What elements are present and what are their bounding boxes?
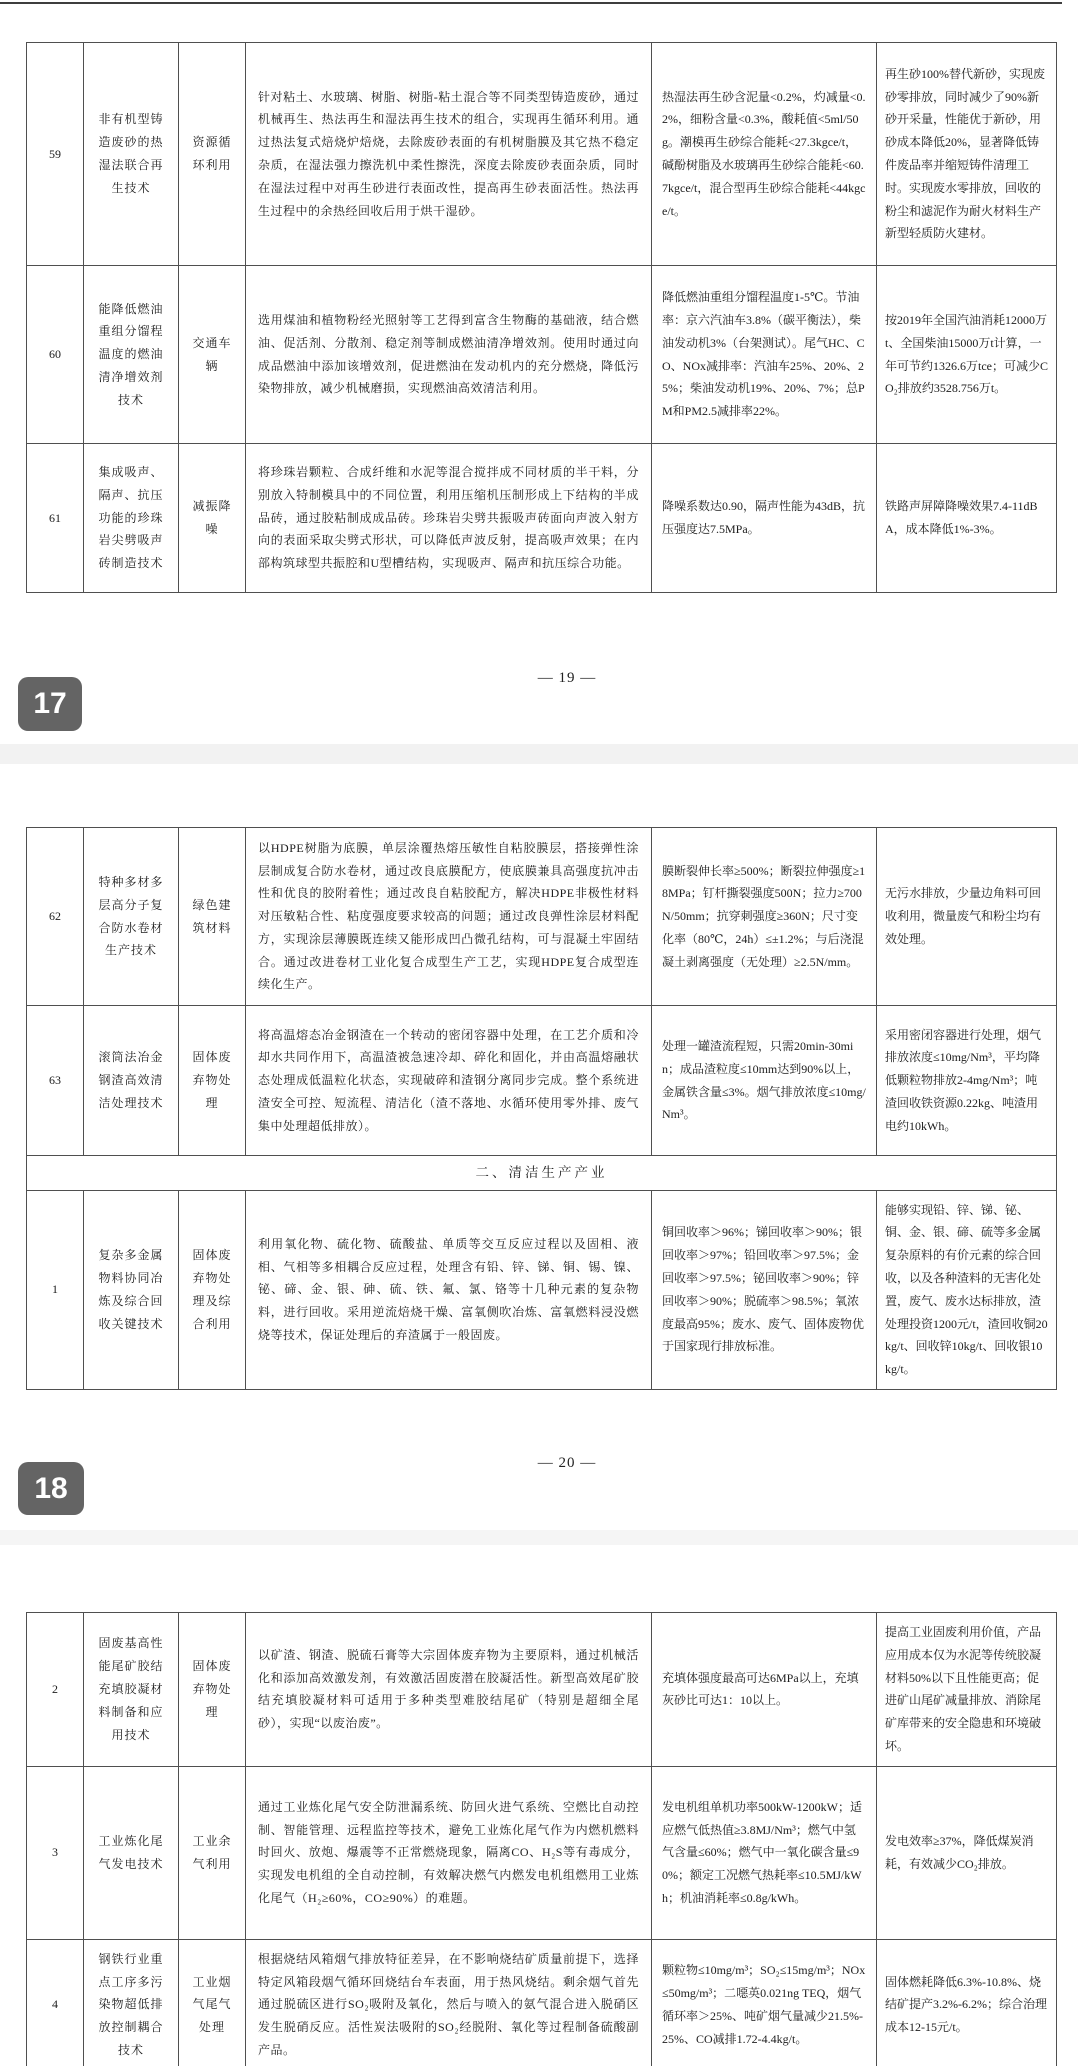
tech-name: 能降低燃油重组分馏程温度的燃油清净增效剂技术 [84, 266, 179, 444]
tech-effects: 提高工业固废利用价值，产品应用成本仅为水泥等传统胶凝材料50%以下且性能更高；促进矿山尾矿减量排放、消除尾矿库带来的安全隐患和环境破坏。 [877, 1613, 1057, 1767]
page-number-badge-17: 17 [18, 677, 82, 731]
tech-description: 以HDPE树脂为底膜，单层涂覆热熔压敏性自粘胶膜层，搭接弹性涂层制成复合防水卷材，通过改良底膜配方，使底膜兼具高强度抗冲击性和优良的胶附着性；通过改良自粘胶配方，解决HDPE非极性材料对压敏粘合性、粘度强度要求较高的问题；通过改良弹性涂层材料配方，实现涂层薄膜既连续又能形成凹凸微孔结构，可与混凝土牢固结合。通过改进卷材工业化复合成型生产工艺，实现HDPE复合成型连续化生产。 [246, 828, 652, 1006]
tech-category: 工业余气利用 [179, 1766, 246, 1939]
tech-category: 固体废弃物处理及综合利用 [179, 1190, 246, 1389]
tech-effects: 能够实现铅、锌、锑、铋、铜、金、银、碲、硫等多金属复杂原料的有价元素的综合回收，以及各种渣料的无害化处置，废气、废水达标排放，渣处理投资1200元/t，渣回收铜20kg/t、回收锌10kg/t、回收银10kg/t。 [877, 1190, 1057, 1389]
tech-category: 固体废弃物处理 [179, 1006, 246, 1156]
tech-description: 利用氧化物、硫化物、硫酸盐、单质等交互反应过程以及固相、液相、气相等多相耦合反应过程，处理含有铅、锌、锑、铜、锡、镍、铋、碲、金、银、砷、硫、铁、氟、氯、铬等十几种元素的复杂物料，进行回收。采用逆流焙烧干燥、富氧侧吹冶炼、富氧燃料浸没燃烧等技术，保证处理后的弃渣属于一般固废。 [246, 1190, 652, 1389]
tech-category: 固体废弃物处理 [179, 1613, 246, 1767]
tech-number: 60 [27, 266, 84, 444]
tech-number: 2 [27, 1613, 84, 1767]
tech-category: 绿色建筑材料 [179, 828, 246, 1006]
tech-description: 选用煤油和植物粉经光照射等工艺得到富含生物酶的基础液，结合燃油、促活剂、分散剂、稳定剂等制成燃油清净增效剂。使用时通过向成品燃油中添加该增效剂，促进燃油在发动机内的充分燃烧，降低污染物排放，减少机械磨损，实现燃油高效清洁利用。 [246, 266, 652, 444]
table-row [27, 43, 1057, 266]
table-row [27, 1006, 1057, 1156]
tech-effects: 发电效率≥37%，降低煤炭消耗，有效减少CO₂排放。 [877, 1766, 1057, 1939]
page-number-badge-18: 18 [18, 1462, 84, 1515]
tech-number: 3 [27, 1766, 84, 1939]
table-row [27, 1613, 1057, 1767]
tech-name: 滚筒法冶金钢渣高效清洁处理技术 [84, 1006, 179, 1156]
tech-effects: 按2019年全国汽油消耗12000万t、全国柴油15000万t计算，一年可节约1326.6万tce；可减少CO₂排放约3528.756万t。 [877, 266, 1057, 444]
tech-effects: 采用密闭容器进行处理，烟气排放浓度≤10mg/Nm³，平均降低颗粒物排放2-4mg/Nm³；吨渣回收铁资源0.22kg、吨渣用电约10kWh。 [877, 1006, 1057, 1156]
tech-number: 62 [27, 828, 84, 1006]
tech-name: 钢铁行业重点工序多污染物超低排放控制耦合技术 [84, 1939, 179, 2066]
table-row [27, 266, 1057, 444]
previous-row-border [0, 2, 1062, 4]
tech-number: 4 [27, 1939, 84, 2066]
page-footer-20: — 20 — [537, 1455, 597, 1471]
tech-effects: 再生砂100%替代新砂，实现废砂零排放，同时减少了90%新砂开采量，性能优于新砂，用砂成本降低20%，显著降低铸件废品率并缩短铸件清理工时。实现废水零排放，回收的粉尘和滤泥作为耐火材料生产新型轻质防火建材。 [877, 43, 1057, 266]
page-separator [0, 744, 1078, 764]
tech-name: 工业炼化尾气发电技术 [84, 1766, 179, 1939]
tech-category: 减振降噪 [179, 444, 246, 593]
table-row [27, 828, 1057, 1006]
tech-name: 非有机型铸造废砂的热湿法联合再生技术 [84, 43, 179, 266]
section-header-row [27, 1156, 1057, 1191]
tech-effects: 固体燃耗降低6.3%-10.8%、烧结矿提产3.2%-6.2%；综合治理成本12-15元/t。 [877, 1939, 1057, 2066]
tech-effects: 铁路声屏障降噪效果7.4-11dBA，成本降低1%-3%。 [877, 444, 1057, 593]
tech-number: 61 [27, 444, 84, 593]
tech-description: 将高温熔态冶金钢渣在一个转动的密闭容器中处理，在工艺介质和冷却水共同作用下，高温渣被急速冷却、碎化和固化，并由高温熔融状态处理成低温粒化状态，实现破碎和渣钢分离同步完成。整个系统进渣安全可控、短流程、清洁化（渣不落地、水循环使用零外排、废气集中处理超低排放）。 [246, 1006, 652, 1156]
tech-description: 针对粘土、水玻璃、树脂、树脂-粘土混合等不同类型铸造废砂，通过机械再生、热法再生和湿法再生技术的组合，实现再生循环利用。通过热法复式焙烧炉焙烧，去除废砂表面的有机树脂膜及其它热不稳定杂质，在湿法强力擦洗机中柔性擦洗，深度去除废砂表面杂质，同时在湿法过程中对再生砂进行表面改性，提高再生砂表面活性。热法再生过程中的余热经回收后用于烘干湿砂。 [246, 43, 652, 266]
tech-category: 交通车辆 [179, 266, 246, 444]
tech-indicators: 热湿法再生砂含泥量<0.2%，灼减量<0.2%，细粉含量<0.3%，酸耗值<5ml/50g。潮模再生砂综合能耗<27.3kgce/t，碱酚树脂及水玻璃再生砂综合能耗<60.7kgce/t，混合型再生砂综合能耗<44kgce/t。 [652, 43, 877, 266]
tech-indicators: 降低燃油重组分馏程温度1-5℃。节油率：京六汽油车3.8%（碳平衡法），柴油发动机3%（台架测试）。尾气HC、CO、NOx减排率：汽油车25%、20%、25%；柴油发动机19%、20%、7%；总PM和PM2.5减排率22%。 [652, 266, 877, 444]
tech-category: 工业烟气尾气处理 [179, 1939, 246, 2066]
tech-number: 1 [27, 1190, 84, 1389]
tech-indicators: 处理一罐渣流程短，只需20min-30min；成品渣粒度≤10mm达到90%以上，金属铁含量≤3%。烟气排放浓度≤10mg/Nm³。 [652, 1006, 877, 1156]
tech-description: 通过工业炼化尾气安全防泄漏系统、防回火进气系统、空燃比自动控制、智能管理、远程监控等技术，避免工业炼化尾气作为内燃机燃料时回火、放炮、爆震等不正常燃烧现象，隔离CO、H₂S等有毒成分，实现发电机组的全自动控制，有效解决燃气内燃发电机组燃用工业炼化尾气（H₂≥60%，CO≥90%）的难题。 [246, 1766, 652, 1939]
tech-indicators: 发电机组单机功率500kW-1200kW；适应燃气低热值≥3.8MJ/Nm³；燃气中氢气含量≤60%；燃气中一氧化碳含量≤90%；额定工况燃气热耗率≤10.5MJ/kWh；机油消耗率≤0.8g/kWh。 [652, 1766, 877, 1939]
tech-effects: 无污水排放，少量边角料可回收利用，微量废气和粉尘均有效处理。 [877, 828, 1057, 1006]
tech-table-page-20 [26, 827, 1057, 1390]
tech-category: 资源循环利用 [179, 43, 246, 266]
tech-name: 特种多材多层高分子复合防水卷材生产技术 [84, 828, 179, 1006]
page-separator [0, 1530, 1078, 1545]
tech-description: 将珍珠岩颗粒、合成纤维和水泥等混合搅拌成不同材质的半干料，分别放入特制模具中的不同位置，利用压缩机压制形成上下结构的半成品砖，通过胶粘制成成品砖。珍珠岩尖劈共振吸声砖面向声波入射方向的表面采取尖劈式形状，可以降低声波反射，提高吸声效果；在内部构筑球型共振腔和U型槽结构，实现吸声、隔声和抗压综合功能。 [246, 444, 652, 593]
tech-indicators: 铜回收率＞96%；锑回收率＞90%；银回收率＞97%；铅回收率＞97.5%；金回收率＞97.5%；铋回收率＞90%；锌回收率＞90%；脱硫率＞98.5%；氧浓度最高95%；废水、废气、固体废物优于国家现行排放标准。 [652, 1190, 877, 1389]
section-header-title: 二、清洁生产产业 [27, 1156, 1057, 1191]
tech-description: 以矿渣、钢渣、脱硫石膏等大宗固体废弃物为主要原料，通过机械活化和添加高效激发剂，有效激活固废潜在胶凝活性。新型高效尾矿胶结充填胶凝材料可适用于多种类型难胶结尾矿（特别是超细全尾砂），实现“以废治废”。 [246, 1613, 652, 1767]
tech-number: 59 [27, 43, 84, 266]
tech-indicators: 颗粒物≤10mg/m³；SO₂≤15mg/m³；NOx≤50mg/m³；二噁英0.021ng TEQ，烟气循环率＞25%、吨矿烟气量减少21.5%-25%、CO减排1.72-4.4kg/t。 [652, 1939, 877, 2066]
table-row [27, 1939, 1057, 2066]
tech-table-page-19 [26, 42, 1057, 593]
table-row [27, 444, 1057, 593]
tech-name: 固废基高性能尾矿胶结充填胶凝材料制备和应用技术 [84, 1613, 179, 1767]
tech-indicators: 充填体强度最高可达6MPa以上，充填灰砂比可达1：10以上。 [652, 1613, 877, 1767]
table-row [27, 1766, 1057, 1939]
tech-indicators: 膜断裂伸长率≥500%；断裂拉伸强度≥18MPa；钉杆撕裂强度500N；拉力≥700N/50mm；抗穿刺强度≥360N；尺寸变化率（80℃，24h）≤±1.2%；与后浇混凝土剥离强度（无处理）≥2.5N/mm。 [652, 828, 877, 1006]
tech-indicators: 降噪系数达0.90，隔声性能为43dB，抗压强度达7.5MPa。 [652, 444, 877, 593]
table-row [27, 1190, 1057, 1389]
page-footer-19: — 19 — [537, 670, 597, 686]
tech-name: 集成吸声、隔声、抗压功能的珍珠岩尖劈吸声砖制造技术 [84, 444, 179, 593]
tech-number: 63 [27, 1006, 84, 1156]
tech-description: 根据烧结风箱烟气排放特征差异，在不影响烧结矿质量前提下，选择特定风箱段烟气循环回烧结台车表面，用于热风烧结。剩余烟气首先通过脱硫区进行SO₂吸附及氧化，然后与喷入的氨气混合进入脱硝区发生脱硝反应。活性炭法吸附的SO₂经脱附、氧化等过程制备硫酸副产品。 [246, 1939, 652, 2066]
tech-table-page-21 [26, 1612, 1057, 2066]
tech-name: 复杂多金属物料协同冶炼及综合回收关键技术 [84, 1190, 179, 1389]
